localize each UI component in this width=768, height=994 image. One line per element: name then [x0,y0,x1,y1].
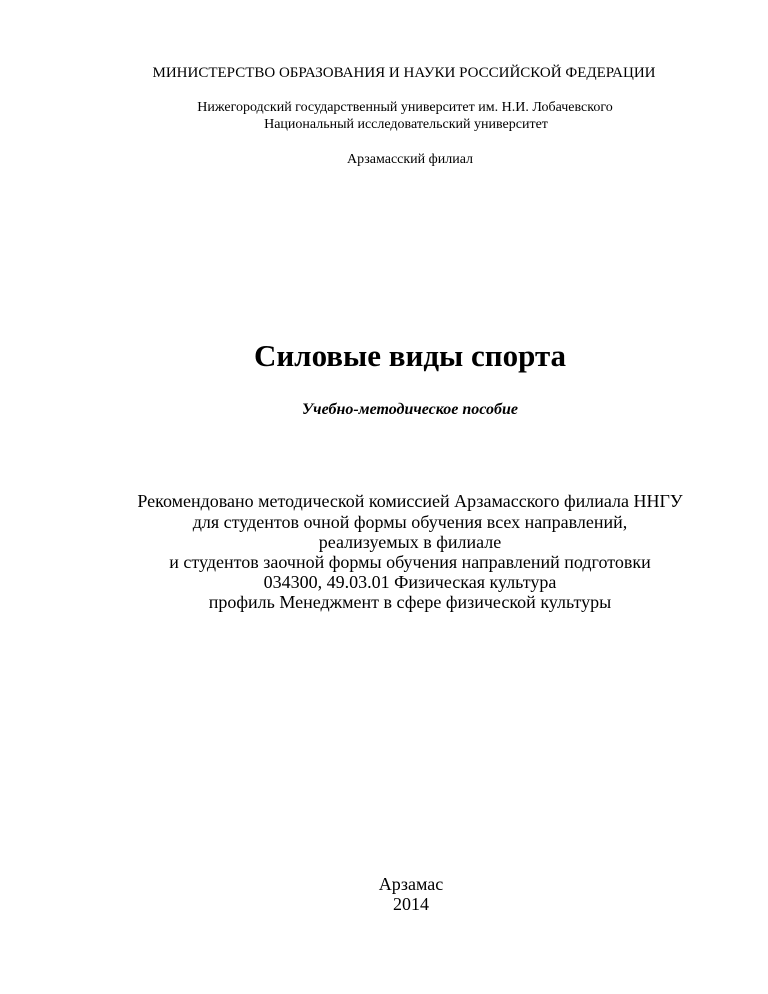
publication-city: Арзамас [378,874,444,894]
publication-year: 2014 [393,894,429,914]
ministry-heading: МИНИСТЕРСТВО ОБРАЗОВАНИЯ И НАУКИ РОССИЙСКОЙ ФЕДЕРАЦИИ [152,65,656,81]
document-subtitle: Учебно-методическое пособие [302,401,518,418]
recommendation-line: Рекомендовано методической комиссией Арзамасского филиала ННГУ [137,491,683,511]
recommendation-line: 034300, 49.03.01 Физическая культура [263,572,557,592]
recommendation-line: реализуемых в филиале [318,532,502,552]
recommendation-line: и студентов заочной формы обучения направлений подготовки [169,552,651,572]
document-title: Силовые виды спорта [253,338,567,373]
university-name: Нижегородский государственный университет им. Н.И. Лобачевского [197,100,613,115]
recommendation-line: для студентов очной формы обучения всех направлений, [192,512,628,532]
recommendation-line: профиль Менеджмент в сфере физической культуры [208,592,612,612]
university-status: Национальный исследовательский университет [264,117,548,132]
branch-name: Арзамасский филиал [346,152,474,167]
